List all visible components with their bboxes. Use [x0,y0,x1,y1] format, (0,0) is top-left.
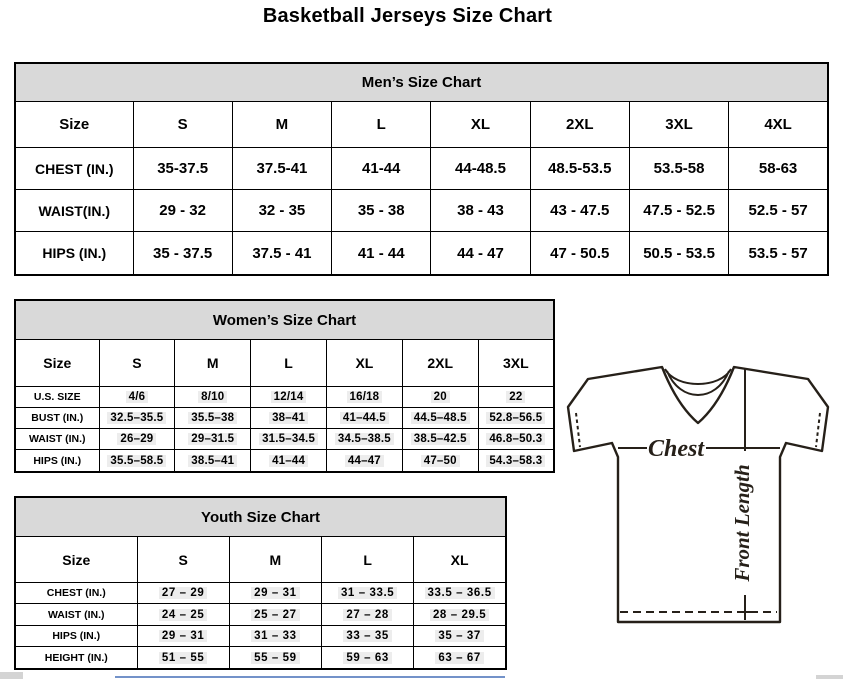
column-header: XL [431,102,530,148]
table-header-row [15,537,506,583]
jersey-outline [568,367,828,622]
cell: 52.5 - 57 [729,190,828,232]
row-label: HIPS (IN.) [15,232,133,275]
column-header: M [232,102,331,148]
cell: 8/10 [175,387,251,408]
table-row [15,429,554,450]
cell: 41–44.5 [326,408,402,429]
cell: 35 - 37.5 [133,232,232,275]
table-row [15,583,506,604]
cell: 47.5 - 52.5 [629,190,728,232]
table-row [15,604,506,625]
column-header: S [99,340,175,387]
cell: 20 [402,387,478,408]
table-title: Men’s Size Chart [15,63,828,102]
cell: 52.8–56.5 [478,408,554,429]
cell: 28 – 29.5 [414,604,506,625]
column-header: Size [15,102,133,148]
table-title-row [15,300,554,340]
column-header: S [133,102,232,148]
row-label: BUST (IN.) [15,408,99,429]
cell: 33.5 – 36.5 [414,583,506,604]
cell: 47–50 [402,450,478,472]
cell: 35.5–38 [175,408,251,429]
cell: 46.8–50.3 [478,429,554,450]
cell: 31 – 33 [229,625,321,646]
cell: 24 – 25 [137,604,229,625]
cell: 35-37.5 [133,148,232,190]
table-row [15,408,554,429]
column-header: XL [414,537,506,583]
cell: 37.5-41 [232,148,331,190]
collar-ribbing [665,369,731,395]
column-header: S [137,537,229,583]
selection-artifact-line [115,676,505,678]
cell: 31.5–34.5 [251,429,327,450]
column-header: L [251,340,327,387]
cell: 38 - 43 [431,190,530,232]
table-row [15,387,554,408]
table-row [15,190,828,232]
cell: 35.5–58.5 [99,450,175,472]
cell: 41 - 44 [332,232,431,275]
row-label: CHEST (IN.) [15,583,137,604]
cell: 54.3–58.3 [478,450,554,472]
column-header: 2XL [402,340,478,387]
womens-size-table [14,299,555,473]
cell: 59 – 63 [322,647,414,669]
cell: 48.5-53.5 [530,148,629,190]
column-header: M [175,340,251,387]
column-header: M [229,537,321,583]
table-row [15,232,828,275]
cell: 47 - 50.5 [530,232,629,275]
cell: 29–31.5 [175,429,251,450]
cell: 41–44 [251,450,327,472]
cell: 38–41 [251,408,327,429]
cell: 4/6 [99,387,175,408]
scrollbar-left-button[interactable] [0,672,23,679]
column-header: 3XL [629,102,728,148]
row-label: CHEST (IN.) [15,148,133,190]
cell: 12/14 [251,387,327,408]
scrollbar-right-button[interactable] [816,675,843,679]
cell: 43 - 47.5 [530,190,629,232]
cell: 27 – 28 [322,604,414,625]
cell: 32 - 35 [232,190,331,232]
cell: 25 – 27 [229,604,321,625]
table-row [15,625,506,646]
row-label: HEIGHT (IN.) [15,647,137,669]
cell: 33 – 35 [322,625,414,646]
row-label: HIPS (IN.) [15,625,137,646]
row-label: WAIST (IN.) [15,429,99,450]
cell: 35 – 37 [414,625,506,646]
row-label: HIPS (IN.) [15,450,99,472]
womens-size-chart-section [14,299,555,473]
jersey-measurement-diagram [556,363,840,627]
table-title: Women’s Size Chart [15,300,554,340]
table-header-row [15,340,554,387]
table-title-row [15,497,506,537]
cell: 27 – 29 [137,583,229,604]
table-row [15,148,828,190]
cell: 53.5-58 [629,148,728,190]
cell: 16/18 [326,387,402,408]
chest-label: Chest [647,436,705,462]
cell: 53.5 - 57 [729,232,828,275]
table-row [15,450,554,472]
cell: 38.5–41 [175,450,251,472]
table-header-row [15,102,828,148]
cell: 22 [478,387,554,408]
column-header: 4XL [729,102,828,148]
cell: 51 – 55 [137,647,229,669]
cell: 34.5–38.5 [326,429,402,450]
cell: 44 - 47 [431,232,530,275]
youth-size-table [14,496,507,670]
column-header: L [322,537,414,583]
youth-size-chart-section [14,496,507,670]
cell: 63 – 67 [414,647,506,669]
column-header: L [332,102,431,148]
cell: 37.5 - 41 [232,232,331,275]
cell: 50.5 - 53.5 [629,232,728,275]
cell: 44-48.5 [431,148,530,190]
cell: 29 - 32 [133,190,232,232]
column-header: Size [15,340,99,387]
cell: 41-44 [332,148,431,190]
column-header: XL [326,340,402,387]
cell: 44.5–48.5 [402,408,478,429]
cell: 55 – 59 [229,647,321,669]
row-label: WAIST(IN.) [15,190,133,232]
row-label: U.S. SIZE [15,387,99,408]
column-header: Size [15,537,137,583]
table-row [15,647,506,669]
front-length-label: Front Length [730,464,754,582]
cell: 58-63 [729,148,828,190]
mens-size-chart-section [14,62,829,276]
row-label: WAIST (IN.) [15,604,137,625]
column-header: 3XL [478,340,554,387]
cell: 35 - 38 [332,190,431,232]
cell: 29 – 31 [229,583,321,604]
column-header: 2XL [530,102,629,148]
cell: 29 – 31 [137,625,229,646]
table-title: Youth Size Chart [15,497,506,537]
cell: 44–47 [326,450,402,472]
cell: 26–29 [99,429,175,450]
page-title: Basketball Jerseys Size Chart [262,5,553,27]
cell: 32.5–35.5 [99,408,175,429]
table-title-row [15,63,828,102]
cell: 38.5–42.5 [402,429,478,450]
mens-size-table [14,62,829,276]
cell: 31 – 33.5 [322,583,414,604]
